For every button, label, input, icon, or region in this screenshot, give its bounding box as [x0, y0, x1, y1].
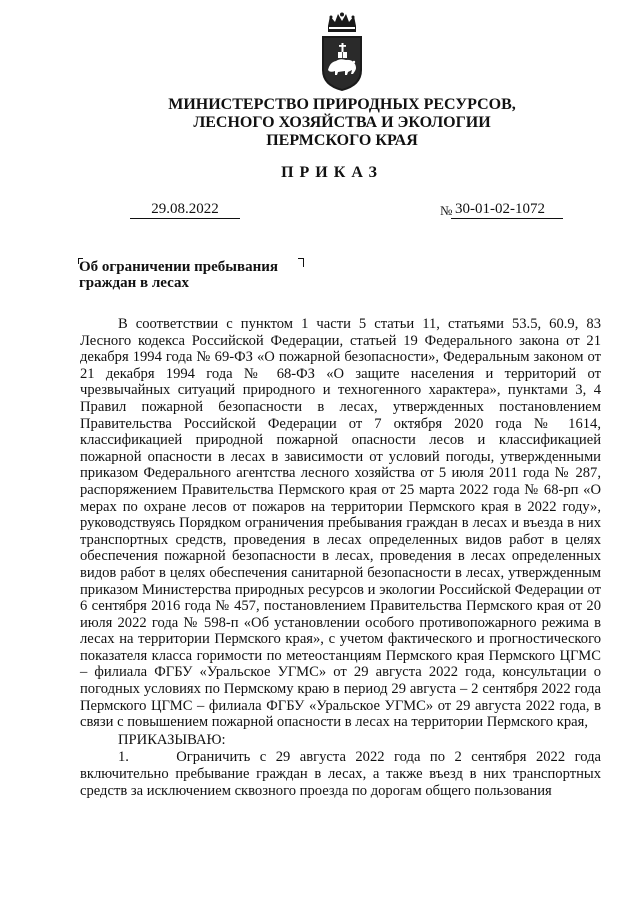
order-date: 29.08.2022	[130, 200, 240, 219]
order-subject	[79, 259, 278, 291]
ministry-line-1: МИНИСТЕРСТВО ПРИРОДНЫХ РЕСУРСОВ,	[168, 96, 516, 113]
order-word: ПРИКАЗЫВАЮ:	[118, 731, 226, 748]
order-item-1: 1. Ограничить с 29 августа 2022 года по 2 сентября 2022 года включительно пребывание граждан в лесах, а также въезд в них транспортных средств за исключением сквозного проезда по дорогам общего пользования	[80, 749, 601, 799]
number-sign: №	[440, 203, 453, 218]
preamble-paragraph: В соответствии с пунктом 1 части 5 статьи 11, статьями 53.5, 60.9, 83 Лесного кодекса Российской Федерации, статьей 19 Федерального закона от 21 декабря 1994 года № 69-ФЗ «О пожарной безопасности», Федеральным законом от 21 декабря 1994 года № 68-ФЗ «О защите населения и территорий от чрезвычайных ситуаций природного и техногенного характера», пунктами 3, 4 Правил пожарной безопасности в лесах, утвержденных постановлением Правительства Российской Федерации от 7 октября 2020 года № 1614, классификацией природной пожарной опасности лесов и классификацией пожарной опасности в лесах в зависимости от условий погоды, утвержденными приказом Федерального агентства лесного хозяйства от 5 июля 2011 года № 287, распоряжением Правительства Пермского края от 25 марта 2022 года № 68-рп «О мерах по охране лесов от пожаров на территории Пермского края в 2022 году», руководствуясь Порядком ограничения пребывания граждан в лесах и въезда в них транспортных средств, проведения в лесах определенных видов работ в целях обеспечения пожарной безопасности в лесах, проведения в лесах определенных видов работ в целях обеспечения санитарной безопасности в лесах, утвержденным приказом Министерства природных ресурсов и экологии Российской Федерации от 6 сентября 2016 года № 457, постановлением Правительства Пермского края от 20 июля 2022 года № 598-п «Об установлении особого противопожарного режима в лесах на территории Пермского края», с учетом фактического и прогностического показателя класса горимости по метеостанциям Пермского края Пермского ЦГМС – филиала ФГБУ «Уральское УГМС» от 29 августа 2022 года, консультации о погодных условиях по Пермскому краю в период 29 августа – 2 сентября 2022 года Пермского ЦГМС – филиала ФГБУ «Уральское УГМС» от 29 августа 2022 года, в связи с повышением пожарной опасности в лесах на территории Пермского края,	[80, 316, 601, 731]
ministry-name	[0, 96, 640, 150]
subject-line-2: граждан в лесах	[79, 275, 189, 291]
order-body	[80, 316, 601, 799]
subject-line-1: Об ограничении пребывания	[79, 259, 279, 275]
document-type-title: ПРИКАЗ	[281, 164, 383, 181]
ministry-line-2: ЛЕСНОГО ХОЗЯЙСТВА И ЭКОЛОГИИ	[193, 114, 491, 131]
ministry-line-3: ПЕРМСКОГО КРАЯ	[266, 132, 418, 149]
subject-corner-right	[298, 258, 304, 267]
order-number: 30-01-02-1072	[451, 200, 563, 219]
coat-of-arms-icon	[318, 12, 366, 92]
